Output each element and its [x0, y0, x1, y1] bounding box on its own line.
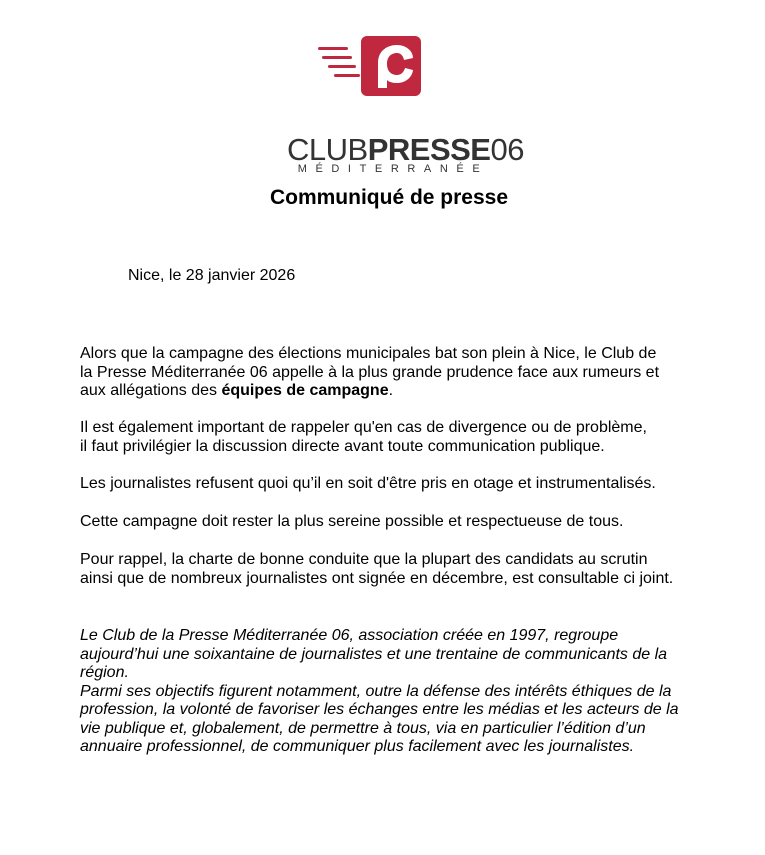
- paragraph-5: [80, 551, 673, 588]
- about-club-paragraph: [80, 627, 679, 757]
- logo-word-06: 06: [490, 132, 524, 167]
- paragraph-4: Cette campagne doit rester la plus sereine possible et respectueuse de tous.: [80, 513, 624, 530]
- paragraph-2-line-2: il faut privilégier la discussion directe avant toute communication publique.: [80, 437, 605, 455]
- about-line-5: profession, la volonté de favoriser les échanges entre les médias et les acteurs de la: [80, 701, 679, 718]
- logo-wordmark: [287, 132, 524, 167]
- about-line-3: région.: [80, 664, 129, 681]
- logo-word-club: CLUB: [287, 132, 368, 167]
- about-line-4: Parmi ses objectifs figurent notamment, outre la défense des intérêts éthiques de la: [80, 682, 672, 700]
- paragraph-2-line-1: Il est également important de rappeler qu'en cas de divergence ou de problème,: [80, 419, 647, 436]
- paragraph-3: Les journalistes refusent quoi qu’il en soit d'être pris en otage et instrumentalisés.: [80, 475, 656, 492]
- paragraph-1-bold-text: équipes de campagne: [221, 382, 389, 399]
- paragraph-5-line-2: ainsi que de nombreux journalistes ont signée en décembre, est consultable ci joint.: [80, 569, 674, 587]
- paragraph-1-line-3: [80, 382, 659, 401]
- about-line-1: Le Club de la Presse Méditerranée 06, association créée en 1997, regroupe: [80, 627, 619, 644]
- club-presse-mark-icon: [318, 36, 468, 98]
- date-line: Nice, le 28 janvier 2026: [128, 267, 296, 284]
- club-presse-logo: [280, 30, 524, 175]
- about-line-7: annuaire professionnel, de communiquer plus facilement avec les journalistes.: [80, 738, 635, 755]
- about-line-6: vie publique et, globalement, de permettre à tous, via en particulier l’édition d’un: [80, 719, 646, 737]
- page-title: Communiqué de presse: [269, 186, 509, 209]
- paragraph-1-line-2: la Presse Méditerranée 06 appelle à la plus grande prudence face aux rumeurs et: [80, 363, 660, 381]
- logo-subtitle: MÉDITERRANÉE: [297, 163, 489, 175]
- paragraph-2: [80, 419, 647, 456]
- about-line-2: aujourd’hui une soixantaine de journalistes et une trentaine de communicants de la: [80, 645, 668, 663]
- paragraph-1-line-3-start: aux allégations des: [80, 382, 222, 399]
- logo-word-presse: PRESSE: [367, 132, 491, 167]
- paragraph-1: [80, 345, 659, 401]
- paragraph-1-line-1: Alors que la campagne des élections municipales bat son plein à Nice, le Club de: [80, 345, 657, 362]
- paragraph-1-line-3-end: .: [388, 382, 394, 399]
- paragraph-5-line-1: Pour rappel, la charte de bonne conduite que la plupart des candidats au scrutin: [80, 551, 648, 568]
